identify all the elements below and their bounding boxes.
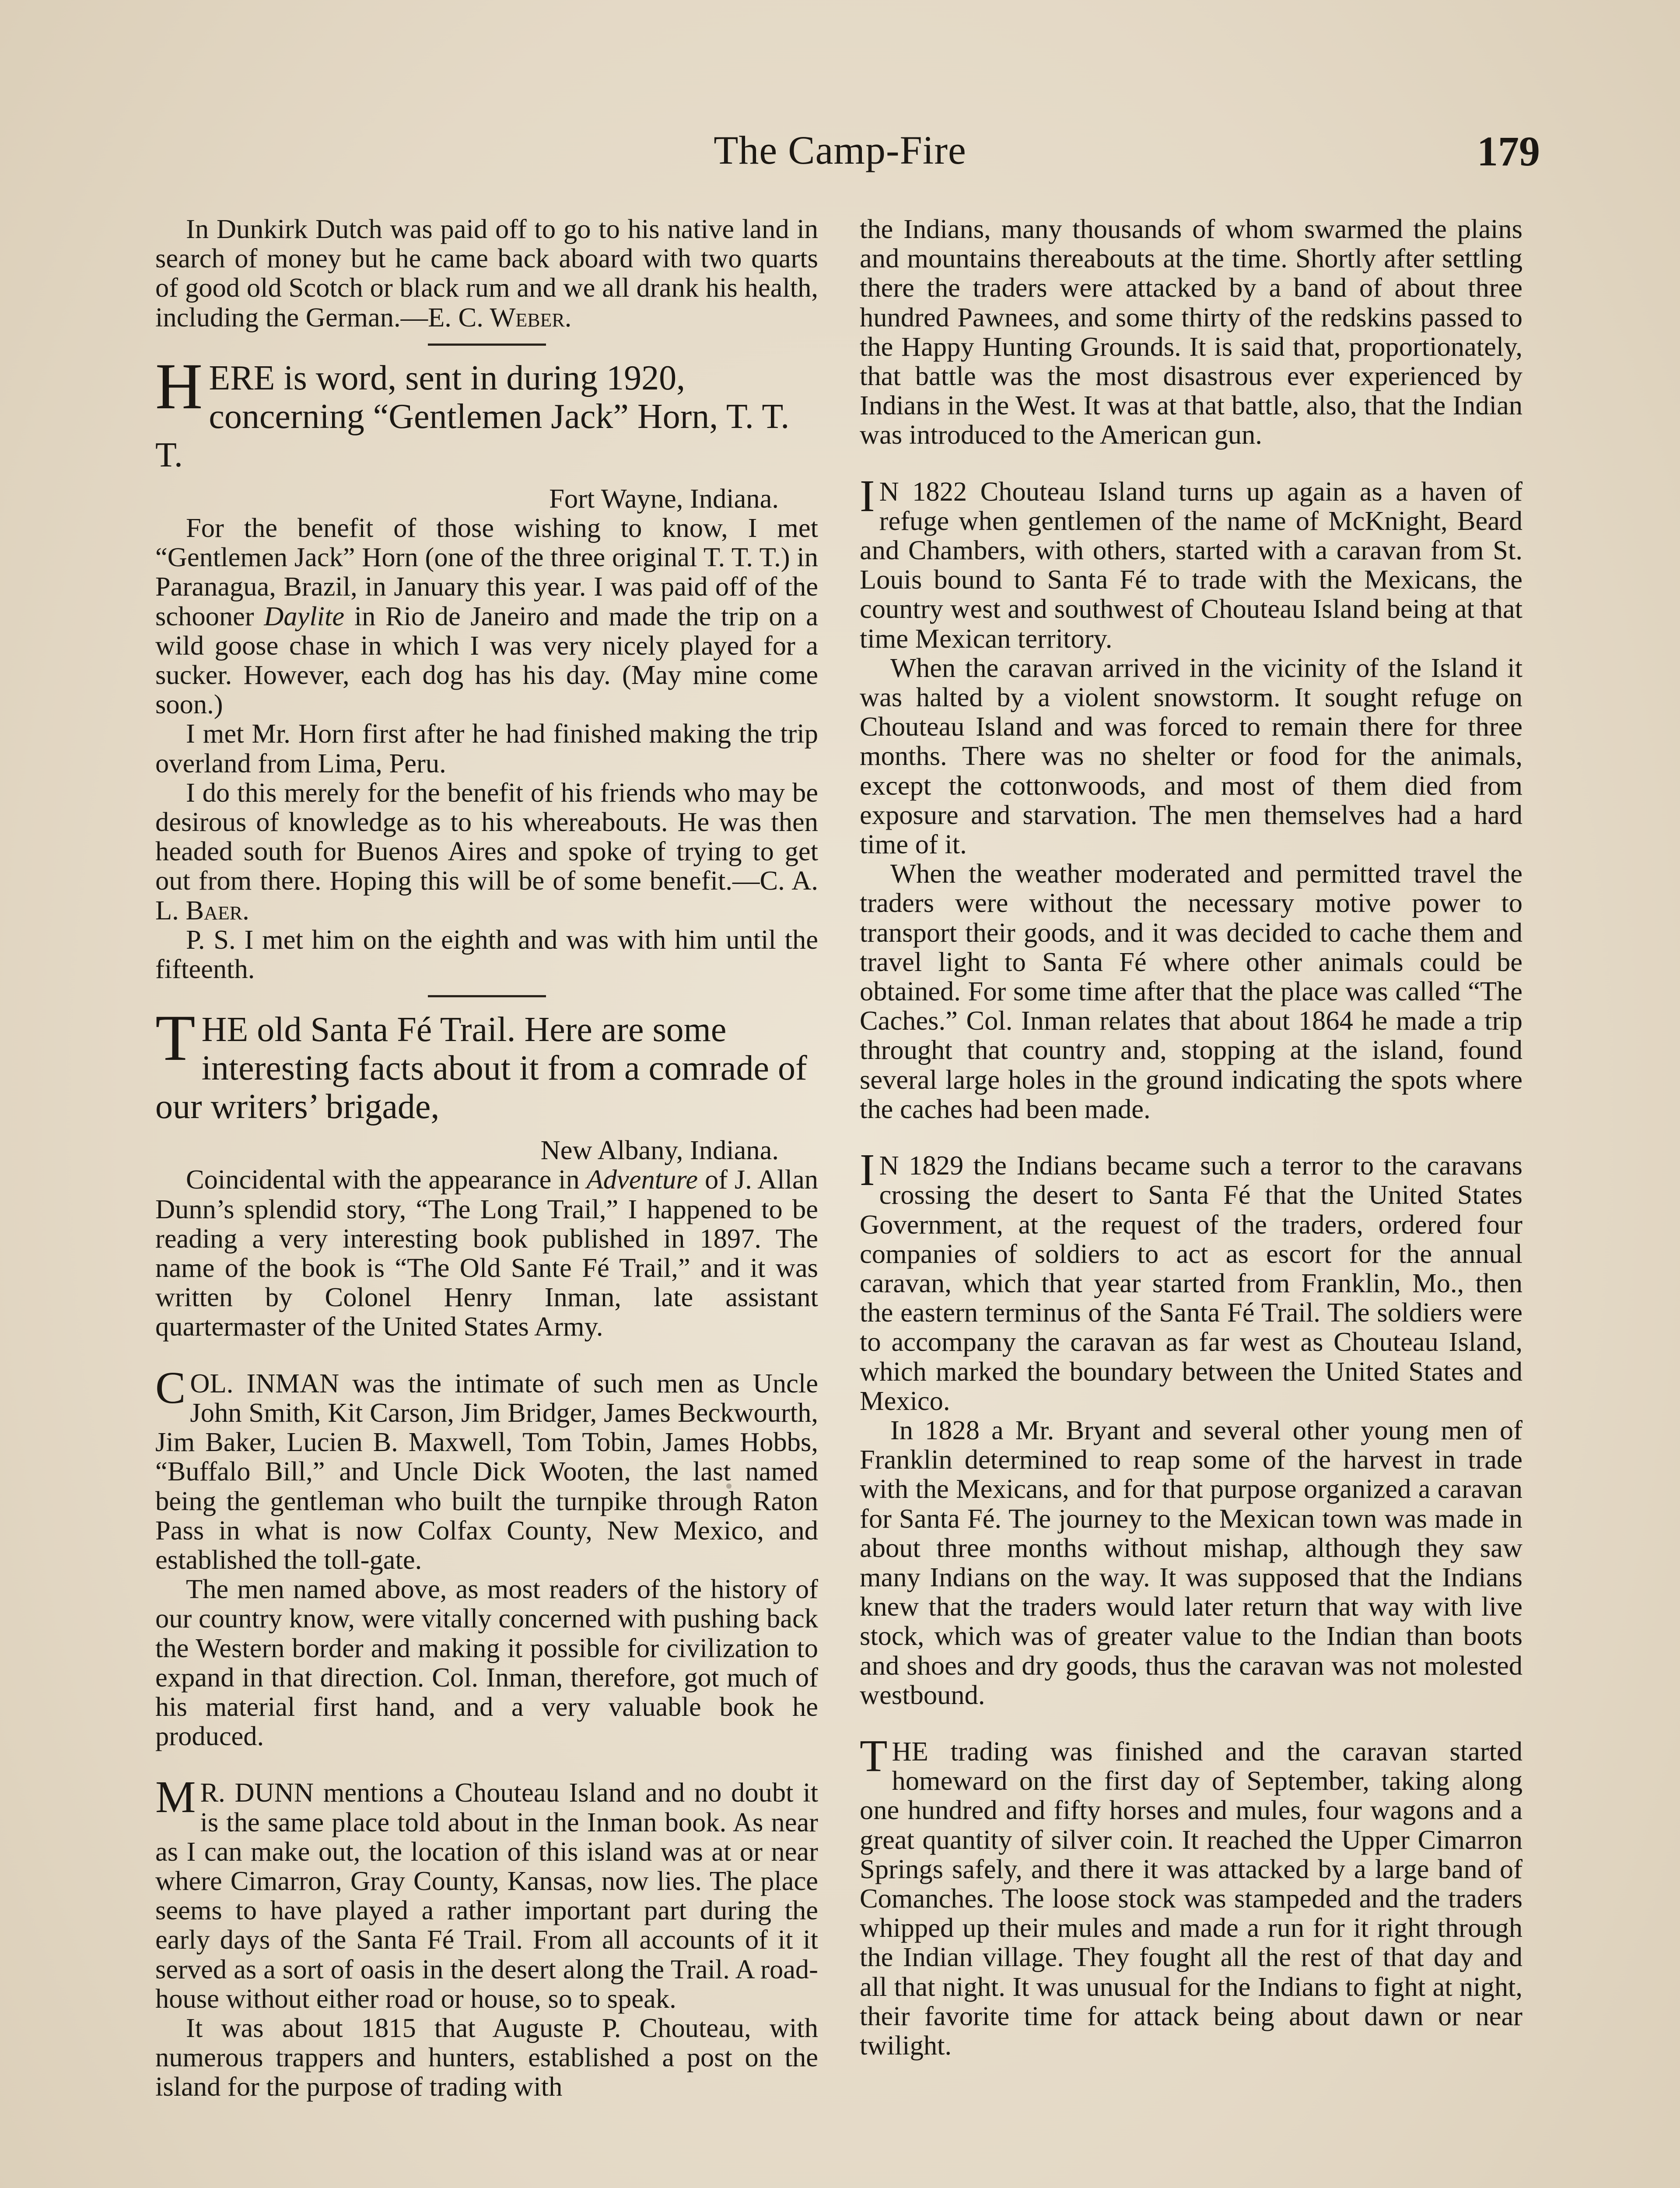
right-column: [860, 214, 1522, 2060]
paragraph: When the caravan arrived in the vicinity of the Island it was halted by a violent snowstorm. It sought refuge on Chouteau Island and was forced to remain there for three months. There was no shelter or food for the animals, except the cottonwoods, and most of them died from exposure and starvation. The men themselves had a hard time of it.: [860, 652, 1522, 860]
paragraph: P. S. I met him on the eighth and was with him until the fifteenth.: [155, 924, 818, 985]
section-intro: THE old Santa Fé Trail. Here are some interesting facts about it from a comrade of our writers’ brigade,: [155, 1002, 807, 1126]
paragraph: I N 1829 the Indians became such a terror to the caravans crossing the desert to Santa Fé that the United States Government, at the request of the traders, ordered four companies of soldiers to act as escort for the annual caravan, which that year started from Franklin, Mo., then the eastern terminus of the Santa Fé Trail. The soldiers were to accompany the caravan as far west as Chouteau Island, which marked the boundary between the United States and Mexico.: [860, 1145, 1522, 1416]
section-gap: [155, 1751, 818, 1778]
drop-cap: I: [860, 1145, 875, 1196]
paragraph: For the benefit of those wishing to know, I met “Gentlemen Jack” Horn (one of the three original T. T. T.) in Paranagua, Brazil, in January this year. I was paid off of the schooner Daylite in Rio de Janeiro and made the trip on a wild goose chase in which I was very nicely played for a sucker. However, each dog has his day. (May mine come soon.): [155, 512, 819, 720]
paragraph: It was about 1815 that Auguste P. Chouteau, with numerous trappers and hunters, established a post on the island for the purpose of trading with: [155, 2012, 818, 2102]
drop-cap: M: [155, 1772, 196, 1823]
signature: C. A. L. Baer.: [155, 865, 818, 926]
drop-cap: T: [155, 1002, 196, 1075]
paragraph: M R. DUNN mentions a Chouteau Island and no doubt it is the same place told about in the Inman book. As near as I can make out, the location of this island was at or near where Cimarron, Gray County, Kansas, now lies. The place seems to have played a rather important part during the early days of the Santa Fé Trail. From all accounts of it it served as a sort of oasis in the desert along the Trail. A road-house without either road or house, so to speak.: [155, 1772, 818, 2014]
paragraph: the Indians, many thousands of whom swarmed the plains and mountains thereabouts at the time. Shortly after settling there the traders were attacked by a band of about three hundred Pawnees, and some thirty of the redskins passed to the Happy Hunting Grounds. It is said that, proportionately, that battle was the most disastrous ever experienced by Indians in the West. It was at that battle, also, that the Indian was introduced to the American gun.: [860, 214, 1522, 450]
paragraph: I N 1822 Chouteau Island turns up again as a haven of refuge when gentlemen of the name of McKnight, Beard and Chambers, with others, started with a caravan from St. Louis bound to Santa Fé to trade with the Mexicans, the country west and southwest of Chouteau Island being at that time Mexican territory.: [860, 470, 1522, 654]
dateline: Fort Wayne, Indiana.: [549, 483, 779, 514]
section-gap: [860, 1124, 1522, 1151]
section-divider: [428, 344, 546, 346]
paragraph: I do this merely for the benefit of his friends who may be desirous of knowledge as to his whereabouts. He was then headed south for Buenos Aires and spoke of trying to get out from there. Hoping this will be of some benefit.—C. A. L. Baer.: [155, 777, 818, 926]
section-gap: [155, 1342, 818, 1369]
drop-cap: I: [860, 470, 875, 521]
drop-cap: C: [155, 1362, 186, 1413]
paragraph: When the weather moderated and permitted travel the traders were without the necessary motive power to transport their goods, and it was decided to cache them and travel light to Santa Fé where other animals could be obtained. For some time after that the place was called “The Caches.” Col. Inman relates that about 1864 he made a trip throught that country and, stopping at the island, found several large holes in the ground indicating the spots where the caches had been made.: [860, 858, 1522, 1124]
left-column: [155, 214, 818, 2102]
paragraph: THE trading was finished and the caravan started homeward on the first day of September, taking along one hundred and fifty horses and mules, four wagons and a great quantity of silver coin. It reached the Upper Cimarron Springs safely, and there it was attacked by a large band of Comanches. The loose stock was stampeded and the traders whipped up their mules and made a run for it right through the Indian village. They fought all the rest of that day and all that night. It was unusual for the Indians to fight at night, their favorite time for attack being about dawn or near twilight.: [860, 1730, 1522, 2061]
ship-name: Daylite: [264, 600, 345, 631]
signature: E. C. Weber.: [428, 302, 572, 333]
section-divider: [428, 995, 546, 997]
page-number: 179: [1477, 128, 1540, 175]
magazine-name: Adventure: [586, 1164, 698, 1195]
paragraph: In Dunkirk Dutch was paid off to go to his native land in search of money but he came back aboard with two quarts of good old Scotch or black rum and we all drank his health, including the German.—E. C. Weber.: [155, 214, 818, 333]
section-gap: [860, 450, 1522, 477]
page-header: [0, 127, 1680, 193]
dateline: New Albany, Indiana.: [540, 1135, 779, 1166]
paragraph: In 1828 a Mr. Bryant and several other young men of Franklin determined to reap some of the harvest in trade with the Mexicans, and for that purpose organized a caravan for Santa Fé. The journey to the Mexican town was made in about three months without mishap, although they saw many Indians on the way. It was supposed that the Indians knew that the traders would later return that way with live stock, which was of greater value to the Indian than boots and shoes and dry goods, thus the caravan was not molested westbound.: [860, 1414, 1522, 1710]
drop-cap: H: [155, 350, 203, 423]
paragraph: I met Mr. Horn first after he had finished making the trip overland from Lima, Peru.: [155, 718, 818, 778]
drop-cap: T: [860, 1730, 888, 1781]
paragraph: COL. INMAN was the intimate of such men as Uncle John Smith, Kit Carson, Jim Bridger, James Beckwourth, Jim Baker, Lucien B. Maxwell, Tom Tobin, James Hobbs, “Buffalo Bill,” and Uncle Dick Wooten, the last named being the gentleman who built the turnpike through Raton Pass in what is now Colfax County, New Mexico, and established the toll-gate.: [155, 1362, 818, 1575]
paragraph: The men named above, as most readers of the history of our country know, were vitally concerned with pushing back the Western border and making it possible for civilization to expand in that direction. Col. Inman, therefore, got much of his material first hand, and a very valuable book he produced.: [155, 1574, 818, 1752]
section-intro: HERE is word, sent in during 1920, concerning “Gentlemen Jack” Horn, T. T. T.: [155, 350, 790, 474]
paragraph: Coincidental with the appearance in Adventure of J. Allan Dunn’s splendid story, “The Long Trail,” I happened to be reading a very interesting book published in 1897. The name of the book is “The Old Sante Fé Trail,” and it was written by Colonel Henry Inman, late assistant quartermaster of the United States Army.: [155, 1164, 818, 1342]
running-title: The Camp-Fire: [714, 128, 966, 172]
section-gap: [860, 1710, 1522, 1737]
